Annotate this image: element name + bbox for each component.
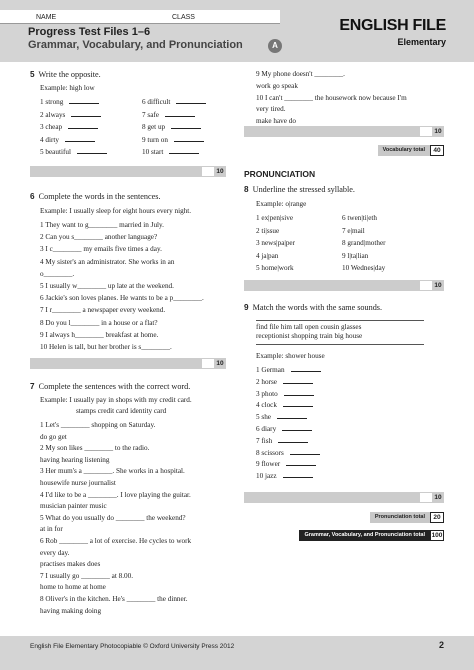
item-text: 10 Helen is tall, but her brother is s________. bbox=[40, 343, 172, 351]
answer-line[interactable] bbox=[71, 111, 101, 117]
q9-example: Example: shower house bbox=[256, 352, 325, 360]
item-text: 7 I usually go ________ at 8.00. bbox=[40, 571, 134, 580]
q5-heading: 5 Write the opposite. bbox=[30, 70, 101, 79]
answer-line[interactable] bbox=[277, 413, 307, 419]
list-item bbox=[40, 456, 109, 465]
class-label: CLASS bbox=[172, 14, 195, 21]
list-item bbox=[256, 401, 313, 410]
list-item bbox=[256, 472, 313, 481]
item-text: 7 I r________ a newspaper every weekend. bbox=[40, 306, 166, 315]
pronunciation-total: Pronunciation total 20 bbox=[244, 512, 444, 523]
item-text: 8 grand|mother bbox=[342, 239, 386, 248]
item-text: 9 l|ta|lian bbox=[342, 251, 369, 260]
answer-line[interactable] bbox=[165, 111, 195, 117]
list-item bbox=[142, 148, 199, 157]
list-item bbox=[256, 366, 321, 375]
item-text: 3 cheap bbox=[40, 123, 63, 132]
list-item bbox=[40, 491, 191, 500]
answer-line[interactable] bbox=[283, 472, 313, 478]
list-item bbox=[40, 123, 98, 132]
item-text: 5 What do you usually do ________ the weekend? bbox=[40, 513, 186, 522]
item-text: 2 Can you s________ another language? bbox=[40, 233, 158, 242]
item-text: 10 start bbox=[142, 148, 164, 157]
q6-score: 10 bbox=[30, 358, 226, 369]
list-item bbox=[40, 444, 149, 453]
item-text: 8 Oliver's in the kitchen. He's ________ the dinner. bbox=[40, 595, 188, 603]
list-item bbox=[256, 437, 308, 446]
item-text: 4 clock bbox=[256, 401, 277, 410]
item-text: 5 I usually w________ up late at the weekend. bbox=[40, 282, 174, 290]
list-item bbox=[256, 214, 293, 223]
item-text: 3 news|pa|per bbox=[256, 239, 296, 248]
page-number: 2 bbox=[438, 640, 444, 650]
list-item bbox=[256, 105, 286, 114]
list-item bbox=[256, 425, 312, 434]
item-text: 5 beautiful bbox=[40, 148, 71, 157]
item-text: do go get bbox=[40, 432, 67, 441]
answer-line[interactable] bbox=[176, 98, 206, 104]
test-subtitle: Grammar, Vocabulary, and Pronunciation bbox=[28, 39, 243, 51]
version-badge: A bbox=[268, 39, 282, 53]
item-text: 2 ti|ssue bbox=[256, 226, 280, 235]
list-item bbox=[40, 560, 100, 569]
item-text: 6 difficult bbox=[142, 98, 171, 106]
answer-line[interactable] bbox=[291, 366, 321, 372]
item-text: 10 jazz bbox=[256, 472, 277, 481]
list-item bbox=[342, 252, 368, 261]
list-item bbox=[256, 227, 279, 236]
copyright-text: English File Elementary Photocopiable © Oxford University Press 2012 bbox=[30, 643, 235, 650]
item-text: 8 Do you l________ in a house or a flat? bbox=[40, 318, 158, 327]
answer-line[interactable] bbox=[282, 425, 312, 431]
answer-line[interactable] bbox=[283, 401, 313, 407]
list-item bbox=[256, 70, 345, 79]
list-item bbox=[142, 123, 201, 132]
list-item bbox=[256, 413, 307, 422]
list-item bbox=[142, 136, 204, 145]
item-text: 5 she bbox=[256, 413, 271, 422]
item-text: practises makes does bbox=[40, 560, 101, 569]
q7-score: 10 bbox=[244, 126, 444, 137]
item-text: 8 scissors bbox=[256, 448, 284, 457]
item-text: 9 I always h________ breakfast at home. bbox=[40, 330, 159, 339]
vocabulary-total: Vocabulary total 40 bbox=[244, 145, 444, 156]
list-item bbox=[342, 239, 386, 248]
pronunciation-heading: PRONUNCIATION bbox=[244, 169, 316, 179]
item-text: 2 My son likes ________ to the radio. bbox=[40, 444, 150, 453]
list-item bbox=[256, 252, 278, 261]
list-item bbox=[40, 525, 63, 534]
item-text: make have do bbox=[256, 117, 296, 126]
item-text: 7 safe bbox=[142, 110, 159, 119]
item-text: 6 diary bbox=[256, 425, 277, 433]
item-text: 9 flower bbox=[256, 460, 281, 469]
brand-name: ENGLISH FILE bbox=[339, 17, 446, 34]
q9-words-row1: find file him tall open cousin glasses bbox=[256, 323, 362, 331]
answer-line[interactable] bbox=[171, 123, 201, 129]
item-text: 4 ja|pan bbox=[256, 251, 279, 260]
list-item bbox=[256, 82, 298, 91]
page-header bbox=[0, 0, 474, 62]
item-text: having hearing listening bbox=[40, 455, 110, 464]
item-text: musician painter music bbox=[40, 502, 107, 511]
item-text: 4 I'd like to be a ________. I love playing the guitar. bbox=[40, 490, 191, 499]
name-label: NAME bbox=[36, 14, 57, 21]
list-item bbox=[40, 111, 101, 120]
answer-line[interactable] bbox=[286, 460, 316, 466]
q9-word-box bbox=[256, 320, 424, 345]
list-item bbox=[40, 233, 157, 242]
list-item bbox=[342, 227, 365, 236]
q7-example: Example: I usually pay in shops with my credit card. bbox=[40, 396, 192, 404]
item-text: 6 twen|ti|eth bbox=[342, 214, 378, 222]
list-item bbox=[40, 583, 106, 592]
q7-example-options: stamps credit card identity card bbox=[76, 407, 167, 415]
item-text: every day. bbox=[40, 548, 70, 557]
list-item bbox=[256, 390, 314, 399]
page-footer bbox=[0, 636, 474, 670]
list-item bbox=[40, 282, 174, 291]
item-text: 6 Rob ________ a lot of exercise. He cycles to work bbox=[40, 537, 192, 545]
item-text: work go speak bbox=[256, 81, 298, 90]
item-text: 1 strong bbox=[40, 98, 64, 106]
list-item bbox=[40, 270, 74, 279]
item-text: housewife nurse journalist bbox=[40, 479, 116, 487]
item-text: very tired. bbox=[256, 105, 286, 114]
q7-heading: 7 Complete the sentences with the correct word. bbox=[30, 382, 191, 391]
q6-heading: 6 Complete the words in the sentences. bbox=[30, 192, 161, 201]
list-item bbox=[40, 502, 107, 511]
list-item bbox=[40, 479, 116, 488]
list-item bbox=[256, 378, 313, 387]
list-item bbox=[40, 343, 172, 352]
test-title: Progress Test Files 1–6 bbox=[28, 26, 151, 38]
item-text: 4 My sister's an administrator. She works in an bbox=[40, 257, 175, 266]
answer-line[interactable] bbox=[65, 136, 95, 142]
list-item bbox=[40, 467, 185, 476]
list-item bbox=[40, 607, 101, 616]
item-text: 5 home|work bbox=[256, 264, 294, 273]
answer-line[interactable] bbox=[284, 390, 314, 396]
brand-logo bbox=[339, 16, 446, 48]
item-text: 7 fish bbox=[256, 436, 273, 445]
q6-example: Example: I usually sleep for eight hours every night. bbox=[40, 207, 192, 215]
item-text: 3 photo bbox=[256, 389, 278, 398]
list-item bbox=[342, 214, 377, 223]
list-item bbox=[40, 221, 164, 230]
list-item bbox=[40, 331, 158, 340]
list-item bbox=[40, 148, 107, 157]
answer-line[interactable] bbox=[283, 378, 313, 384]
item-text: 10 Wednes|day bbox=[342, 264, 386, 273]
list-item bbox=[256, 460, 316, 469]
answer-line[interactable] bbox=[68, 123, 98, 129]
list-item bbox=[256, 239, 295, 248]
item-text: 9 turn on bbox=[142, 135, 168, 144]
list-item bbox=[142, 98, 206, 107]
list-item bbox=[40, 245, 162, 254]
list-item bbox=[40, 306, 165, 315]
list-item bbox=[40, 549, 69, 558]
q9-heading: 9 Match the words with the same sounds. bbox=[244, 303, 383, 312]
answer-line[interactable] bbox=[290, 449, 320, 455]
item-text: 1 They want to g________ married in July. bbox=[40, 221, 164, 229]
answer-line[interactable] bbox=[169, 148, 199, 154]
item-text: o________. bbox=[40, 269, 75, 278]
list-item bbox=[40, 136, 95, 145]
list-item bbox=[342, 264, 385, 273]
brand-level: Elementary bbox=[397, 36, 446, 47]
item-text: 2 horse bbox=[256, 377, 277, 386]
list-item bbox=[40, 572, 133, 581]
list-item bbox=[40, 433, 67, 442]
q8-heading: 8 Underline the stressed syllable. bbox=[244, 185, 355, 194]
item-text: 10 I can't ________ the housework now because I'm bbox=[256, 93, 407, 102]
list-item bbox=[40, 294, 204, 303]
item-text: 8 get up bbox=[142, 123, 166, 132]
q5-score: 10 bbox=[30, 166, 226, 177]
list-item bbox=[40, 258, 174, 267]
q9-words-row2: receptionist shopping train big house bbox=[256, 332, 363, 341]
item-text: 6 Jackie's son loves planes. He wants to be a p________. bbox=[40, 294, 204, 303]
answer-line[interactable] bbox=[77, 148, 107, 154]
item-text: at in for bbox=[40, 525, 63, 534]
item-text: having making doing bbox=[40, 606, 102, 615]
list-item bbox=[40, 595, 188, 604]
list-item bbox=[40, 98, 99, 107]
answer-line[interactable] bbox=[69, 98, 99, 104]
list-item bbox=[256, 449, 320, 458]
name-class-bar bbox=[0, 10, 280, 24]
item-text: 2 always bbox=[40, 110, 66, 119]
item-text: 3 I c________ my emails five times a day. bbox=[40, 245, 162, 254]
list-item bbox=[40, 421, 155, 430]
list-item bbox=[40, 319, 158, 328]
item-text: 1 ex|pen|sive bbox=[256, 214, 294, 222]
answer-line[interactable] bbox=[278, 437, 308, 443]
list-item bbox=[142, 111, 195, 120]
item-text: 9 My phone doesn't ________. bbox=[256, 70, 345, 78]
answer-line[interactable] bbox=[174, 136, 204, 142]
q5-example: Example: high low bbox=[40, 84, 95, 92]
list-item bbox=[256, 94, 407, 103]
grand-total: Grammar, Vocabulary, and Pronunciation total 100 bbox=[244, 530, 444, 541]
item-text: 4 dirty bbox=[40, 135, 59, 144]
q9-score: 10 bbox=[244, 492, 444, 503]
item-text: 3 Her mum's a ________. She works in a hospital. bbox=[40, 467, 185, 476]
item-text: 1 Let's ________ shopping on Saturday. bbox=[40, 421, 156, 429]
q8-example: Example: o|range bbox=[256, 200, 307, 208]
item-text: 7 e|mail bbox=[342, 226, 365, 235]
list-item bbox=[40, 537, 191, 546]
list-item bbox=[256, 264, 294, 273]
item-text: home to home at home bbox=[40, 583, 106, 592]
item-text: 1 German bbox=[256, 366, 285, 374]
q8-score: 10 bbox=[244, 280, 444, 291]
list-item bbox=[40, 514, 186, 523]
